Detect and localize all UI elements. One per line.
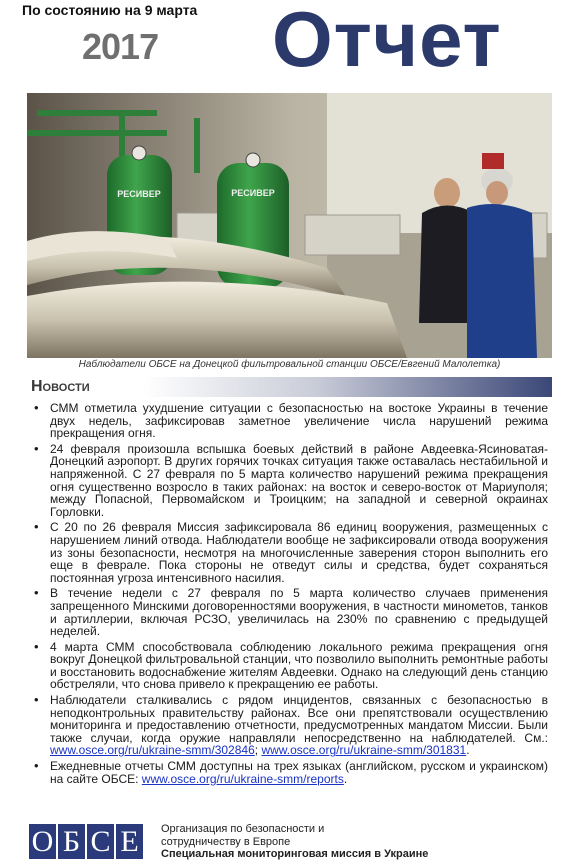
news-item: • СММ отметила ухудшение ситуации с безопасностью на востоке Украины в течение двух недель, зафиксировав заметное увеличение числа нарушений режима прекращения огня.: [30, 402, 548, 440]
news-item: • В течение недели с 27 февраля по 5 марта количество случаев применения запрещенного Минскими договоренностями вооружения, в частности минометов, танков и артиллерии, включая РСЗО, увеличилась на 230% по сравнению с предыдущей неделей.: [30, 587, 548, 637]
org-name-line2: сотрудничеству в Европе: [161, 835, 291, 848]
news-item: • Наблюдатели сталкивались с рядом инцидентов, связанных с безопасностью в неподконтрольных правительству районах. Все они препятствовали осуществлению мониторинга и предоставлению отчетности, предусмотренных мандатом Миссии. Были также случаи, когда оружие направляли непосредственно на наблюдателей. См.: www.osce.org/ru/ukraine-smm/302846; www.osce.org/ru/ukraine-smm/301831.: [30, 694, 548, 757]
logo-letter: Е: [116, 824, 143, 859]
news-list: [30, 402, 548, 788]
tank-label-right: РЕСИВЕР: [231, 188, 275, 198]
incident-link-301831[interactable]: www.osce.org/ru/ukraine-smm/301831: [261, 743, 467, 758]
tank-label-left: РЕСИВЕР: [117, 189, 161, 199]
news-item: • С 20 по 26 февраля Миссия зафиксировала 86 единиц вооружения, размещенных с нарушением линий отвода. Наблюдатели вообще не зафиксировали отвода вооружения из зоны безопасности, несмотря на многочисленные заверения сторон выполнить его еще в феврале. Пока стороны не отведут силы и средства, будет сохраняться постоянная угроза интенсивного насилия.: [30, 521, 548, 584]
news-item: • 24 февраля произошла вспышка боевых действий в районе Авдеевка-Ясиноватая-Донецкий аэропорт. В других горячих точках ситуация также оставалась нестабильной и напряженной. С 27 февраля по 5 марта количество нарушений режима прекращения огня существенно возросло в таких районах: на восток и северо-восток от Мариуполя; между Попасной, Первомайском и Троицким; на западной и северной окраинах Горловки.: [30, 443, 548, 519]
report-title: Отчет: [272, 0, 502, 83]
footer-org-text: [161, 823, 428, 861]
logo-letter: С: [87, 824, 114, 859]
mission-name: Специальная мониторинговая миссия в Украине: [161, 848, 429, 860]
news-item: • 4 марта СММ способствовала соблюдению локального режима прекращения огня вокруг Донецкой фильтровальной станции, что позволило выполнить ремонтные работы и восстановить водоснабжение жителям Авдеевки. Однако на следующий день станцию обстреляли, что снова привело к прекращению ее работы.: [30, 641, 548, 691]
osce-logo: [29, 824, 143, 859]
report-year: 2017: [82, 26, 159, 67]
news-heading-bar: [27, 377, 552, 397]
reports-link[interactable]: www.osce.org/ru/ukraine-smm/reports: [141, 771, 344, 786]
report-date: По состоянию на 9 марта: [22, 2, 198, 18]
cover-photo: [27, 93, 552, 358]
logo-letter: О: [29, 824, 56, 859]
news-item: • Ежедневные отчеты СММ доступны на трех языках (английском, русском и украинском) на сайте ОБСЕ: www.osce.org/ru/ukraine-smm/reports.: [30, 760, 548, 785]
incident-link-302846[interactable]: www.osce.org/ru/ukraine-smm/302846: [50, 743, 255, 758]
org-name-line1: Организация по безопасности и: [161, 823, 325, 835]
logo-letter: Б: [58, 824, 85, 859]
photo-caption: Наблюдатели ОБСЕ на Донецкой фильтровальной станции ОБСЕ/Евгений Малолетка): [78, 359, 501, 370]
filter-station-photo: [27, 93, 552, 358]
news-heading: Новости: [31, 378, 90, 395]
